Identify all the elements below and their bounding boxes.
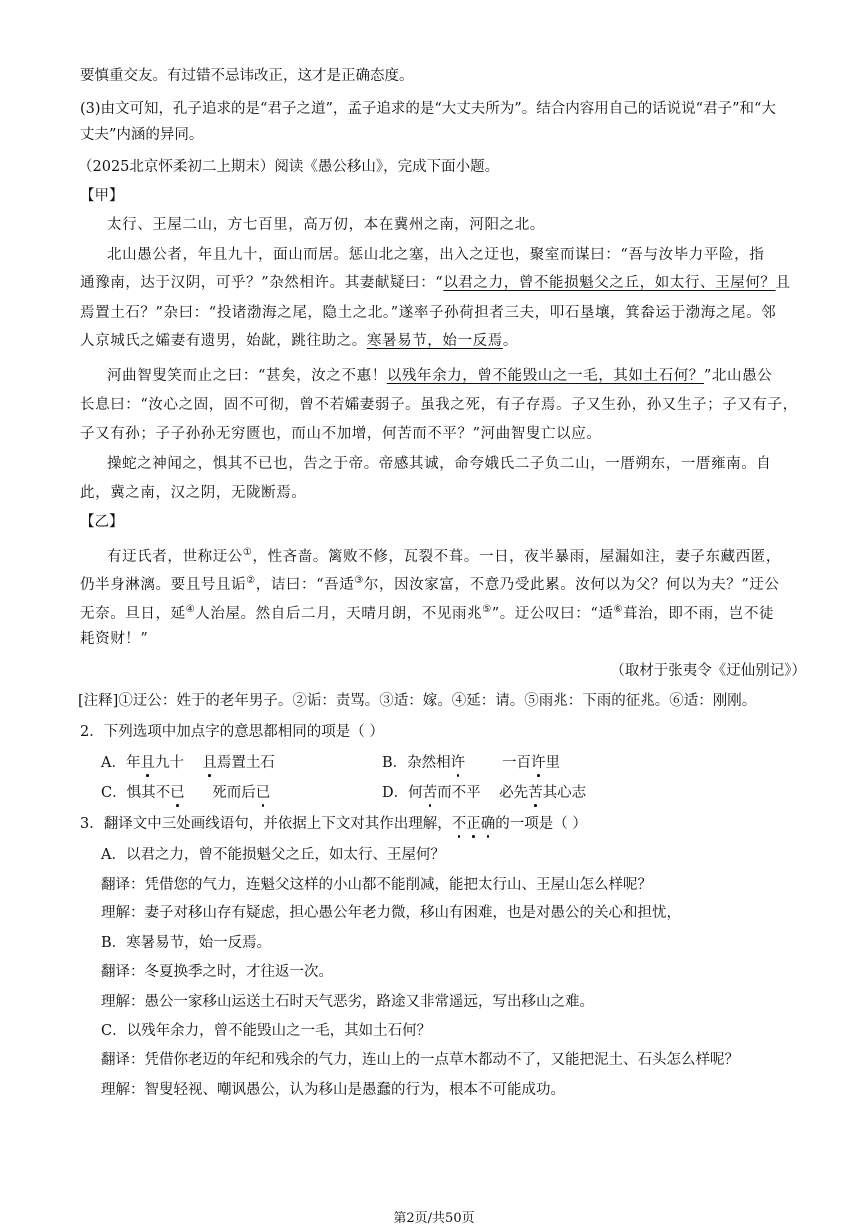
jia-p2-line [80,331,518,351]
text: 且 [775,275,791,291]
text: 焉置土石 [216,755,275,771]
dotted-char: 且 [140,755,155,771]
text: 河曲智叟笑而止之曰：“甚矣，汝之不惠！ [107,368,387,384]
note-mark: ④ [185,604,196,615]
annotations: [注释]①迂公：姓于的老年男子。②诟：责骂。③适：嫁。④延：请。⑤雨兆：下雨的征兆。⑥适：刚刚。 [78,693,757,709]
q3-option-b: B．寒暑易节，始一反焉。 [101,935,272,951]
jia-p2-line: 焉置土石？”杂曰：“投诸渤海之尾，隐土之北。”遂率子孙荷担者三夫，叩石垦壤，箕畚运于渤海之尾。邻 [80,305,777,321]
note-mark: ⑤ [482,604,492,615]
text: 人京城氏之孀妻有遗男，始龀，跳往助之。 [80,333,367,349]
text: 尔，因汝家富，不意乃受此累。汝何以为父？何以为夫？”迂公 [363,576,780,593]
question-3-stem [80,814,587,834]
dotted-char: 苦 [422,785,438,801]
note-mark: ② [246,575,256,586]
jia-p4-line: 此，冀之南，汉之阴，无陇断焉。 [80,485,307,501]
yi-source: （取材于张夷令《迂仙别记》） [610,663,806,679]
q3-option-c-understanding: 理解：智叟轻视、嘲讽愚公，认为移山是愚蠢的行为，根本不可能成功。 [101,1082,565,1098]
dotted-char: 不 [451,816,467,832]
note-mark: ⑥ [613,604,624,615]
text: 通豫南，达于汉阴，可乎？”杂然相许。其妻献疑曰：“ [80,275,444,291]
jia-p2-line [80,273,791,293]
jia-p4-line: 操蛇之神闻之，惧其不已也，告之于帝。帝感其诚，命夸娥氏二子负二山，一厝朔东，一厝雍南。自 [107,456,772,472]
text: 有迂氏者，世称迂公 [107,548,243,565]
text: 九十 [154,755,203,771]
dotted-char: 许 [450,755,466,771]
text-line: 要慎重交友。有过错不忌讳改正，这才是正确态度。 [80,68,414,84]
dotted-char: 苦 [528,785,543,801]
dotted-char: 且 [202,755,217,771]
q3-option-b-understanding: 理解：愚公一家移山运送土石时天气恶劣，路途又非常遥远，写出移山之难。 [101,994,594,1010]
yi-line [107,543,781,567]
jia-p3-line: 长息曰：“汝心之固，固不可彻，曾不若孀妻弱子。虽我之死，有子存焉。子又生孙，孙又生子；子又有子， [80,397,798,413]
text: ”北山愚公 [703,368,773,384]
q2-option-c [101,783,270,803]
text: 里 [545,755,561,771]
reading-source: （2025北京怀柔初二上期末）阅读《愚公移山》，完成下面小题。 [78,159,500,175]
dotted-char: 已 [255,785,271,801]
jia-paragraph-1: 太行、王屋二山，方七百里，高万仞，本在冀州之南，河阳之北。 [107,217,545,233]
text: 一百 [465,755,532,771]
question-3-line: (3)由文可知，孔子追求的是“君子之道”，孟子追求的是“大丈夫所为”。结合内容用自己的话说说“君子”和“大 [80,101,776,117]
text: B．杂然相 [382,755,451,771]
question-2-stem: 2．下列选项中加点字的意思都相同的项是（ ） [80,724,384,740]
text: 而不平 必先 [437,785,529,801]
yi-line [80,600,774,624]
q2-option-d [382,783,586,803]
dotted-char: 正 [466,816,481,832]
text: 仍半身淋漓。要且号且诟 [80,576,247,593]
section-label-jia: 【甲】 [80,188,124,204]
q3-option-a: A．以君之力，曾不能损魁父之丘，如太行、王屋何？ [101,847,445,863]
q3-option-a-understanding: 理解：妻子对移山存有疑虑，担心愚公年老力微，移山有困难，也是对愚公的关心和担忧， [101,905,681,921]
q3-option-b-translation: 翻译：冬夏换季之时，才往返一次。 [101,964,333,980]
jia-p3-line [107,366,772,386]
page-number: 第2页/共50页 [393,1211,475,1226]
text: ，性吝啬。篱败不修，瓦裂不葺。一日，夜半暴雨，屋漏如注，妻子东藏西匿， [252,548,781,565]
q3-option-c-translation: 翻译：凭借你老迈的年纪和残余的气力，连山上的一点草木都动不了，又能把泥土、石头怎么样呢？ [101,1052,739,1068]
yi-line [80,571,780,595]
section-label-yi: 【乙】 [80,514,124,530]
q3-option-a-translation: 翻译：凭借您的气力，连魁父这样的小山都不能削减，能把太行山、王屋山怎么样呢？ [101,877,652,893]
text: 无奈。旦日，延 [80,605,186,622]
q2-option-a [101,753,275,773]
q2-option-b [382,753,560,773]
text: 葺治，即不雨，岂不徒 [623,605,775,622]
dotted-emphasis [452,816,496,832]
question-3-line: 丈夫”内涵的异同。 [80,127,204,143]
note-mark: ③ [354,575,364,586]
dotted-char: 已 [170,785,185,801]
text: ”。迂公叹曰：“适 [491,605,614,622]
text: 死而后 [184,785,256,801]
text: D．何 [382,785,423,801]
underlined-sentence-3: 以残年余力，曾不能毁山之一毛，其如土石何？ [386,368,704,384]
text: C．惧其不 [101,785,171,801]
text: 。 [502,333,518,349]
text: 人治屋。然自后二月，天晴月朗，不见雨兆 [195,605,483,622]
yi-line: 耗资财！” [80,631,149,647]
dotted-char: 许 [531,755,546,771]
note-mark: ① [242,547,253,558]
jia-p2-line: 北山愚公者，年且九十，面山而居。惩山北之塞，出入之迂也，聚室而谋曰：“吾与汝毕力平险，指 [107,247,765,263]
text: 3．翻译文中三处画线语句，并依据上下文对其作出理解， [80,816,452,832]
underlined-sentence-1: 以君之力，曾不能损魁父之丘，如太行、王屋何？ [443,275,776,291]
text: ，诘曰：“吾适 [255,576,355,593]
text: A．年 [101,755,141,771]
text: 其心志 [542,785,587,801]
jia-p3-line: 子又有孙；子子孙孙无穷匮也，而山不加增，何苦而不平？”河曲智叟亡以应。 [80,426,602,442]
underlined-sentence-2: 寒暑易节，始一反焉 [366,333,503,349]
dotted-char: 确 [480,816,496,832]
text: 的一项是（ ） [495,816,587,832]
q3-option-c: C．以残年余力，曾不能毁山之一毛，其如土石何？ [101,1023,432,1039]
